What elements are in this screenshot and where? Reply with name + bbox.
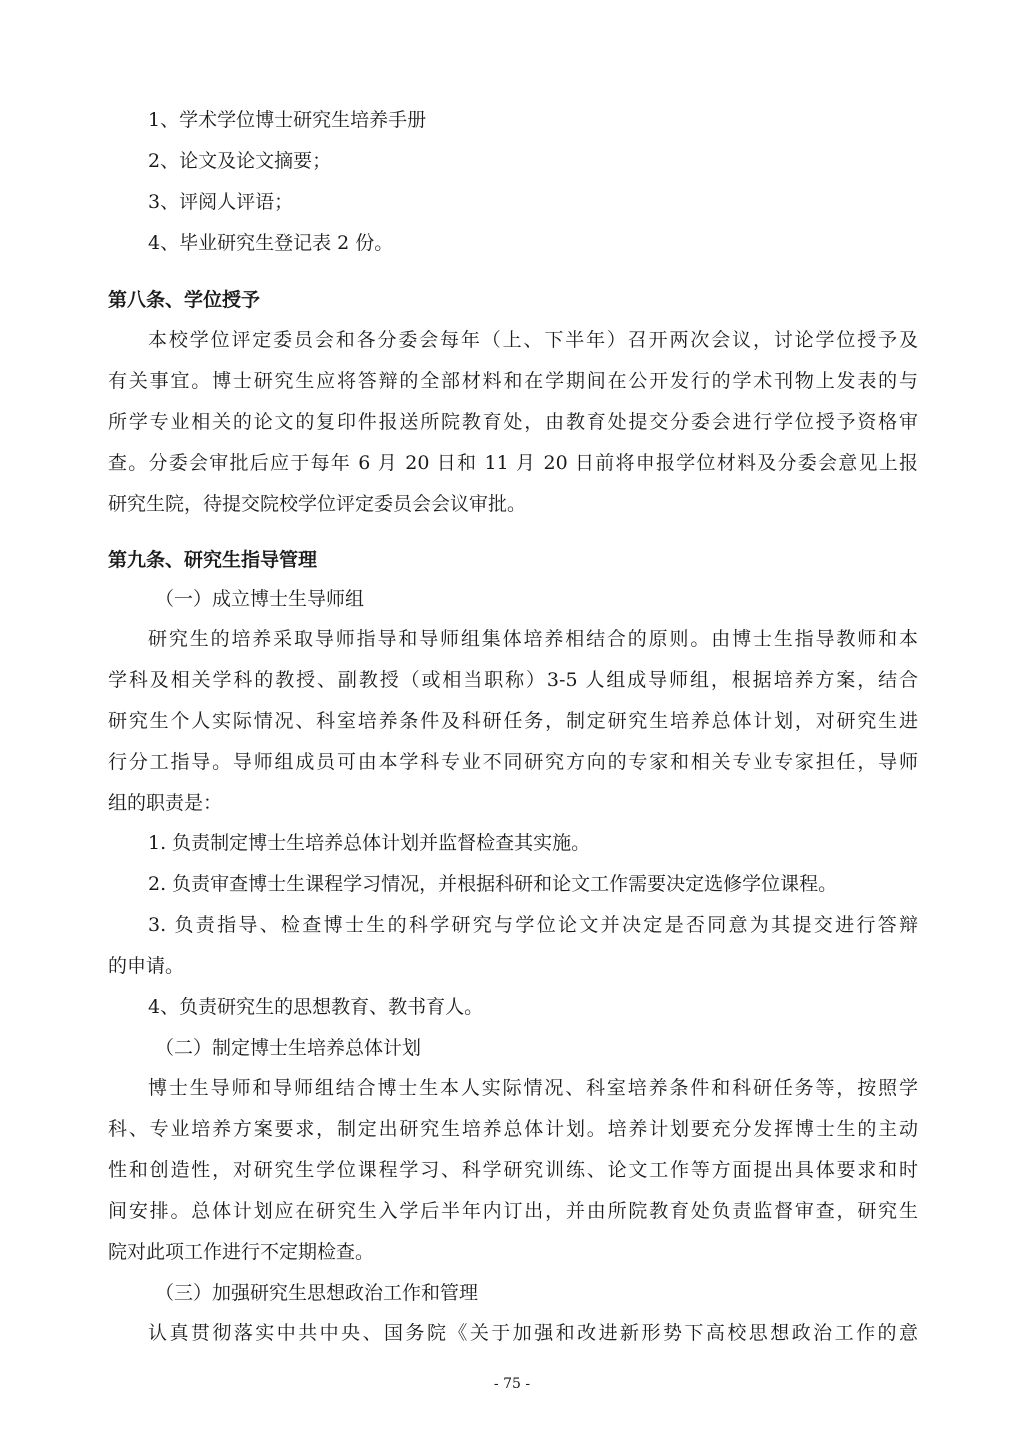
paragraph-line: 认真贯彻落实中共中央、国务院《关于加强和改进新形势下高校思想政治工作的意 bbox=[148, 1322, 918, 1344]
article-8-heading: 第八条、学位授予 bbox=[108, 289, 261, 311]
list-item: 1、学术学位博士研究生培养手册 bbox=[148, 109, 427, 131]
paragraph-line: 组的职责是： bbox=[108, 792, 223, 814]
paragraph-line: 研究生院，待提交院校学位评定委员会会议审批。 bbox=[108, 493, 527, 515]
article-9-heading: 第九条、研究生指导管理 bbox=[108, 549, 318, 571]
paragraph-line: 有关事宜。博士研究生应将答辩的全部材料和在学期间在公开发行的学术刊物上发表的与 bbox=[108, 370, 918, 392]
subsection-heading: （三）加强研究生思想政治工作和管理 bbox=[155, 1282, 479, 1304]
paragraph-line: 所学专业相关的论文的复印件报送所院教育处，由教育处提交分委会进行学位授予资格审 bbox=[108, 411, 918, 433]
paragraph-line: 博士生导师和导师组结合博士生本人实际情况、科室培养条件和科研任务等，按照学 bbox=[148, 1077, 918, 1099]
paragraph-line: 院对此项工作进行不定期检查。 bbox=[108, 1241, 375, 1263]
paragraph-line: 性和创造性，对研究生学位课程学习、科学研究训练、论文工作等方面提出具体要求和时 bbox=[108, 1159, 918, 1181]
list-item: 2、论文及论文摘要； bbox=[148, 150, 332, 172]
paragraph-line: 行分工指导。导师组成员可由本学科专业不同研究方向的专家和相关专业专家担任，导师 bbox=[108, 751, 918, 773]
subsection-heading: （二）制定博士生培养总体计划 bbox=[155, 1037, 422, 1059]
page-number: - 75 - bbox=[493, 1376, 531, 1392]
paragraph-line: 间安排。总体计划应在研究生入学后半年内订出，并由所院教育处负责监督审查，研究生 bbox=[108, 1200, 918, 1222]
paragraph-line: 学科及相关学科的教授、副教授（或相当职称）3-5 人组成导师组，根据培养方案，结合 bbox=[108, 669, 918, 691]
paragraph-line: 研究生个人实际情况、科室培养条件及科研任务，制定研究生培养总体计划，对研究生进 bbox=[108, 710, 918, 732]
duty-item: 1. 负责制定博士生培养总体计划并监督检查其实施。 bbox=[148, 832, 591, 854]
list-item: 3、评阅人评语； bbox=[148, 191, 294, 213]
paragraph-line: 研究生的培养采取导师指导和导师组集体培养相结合的原则。由博士生指导教师和本 bbox=[148, 628, 918, 650]
duty-item: 3. 负责指导、检查博士生的科学研究与学位论文并决定是否同意为其提交进行答辩 bbox=[148, 914, 918, 936]
list-item: 4、毕业研究生登记表 2 份。 bbox=[148, 232, 394, 254]
duty-item: 4、负责研究生的思想教育、教书育人。 bbox=[148, 996, 484, 1018]
paragraph-line: 科、专业培养方案要求，制定出研究生培养总体计划。培养计划要充分发挥博士生的主动 bbox=[108, 1118, 918, 1140]
paragraph-line: 查。分委会审批后应于每年 6 月 20 日和 11 月 20 日前将申报学位材料及分委会意见上报 bbox=[108, 452, 918, 474]
duty-item-continued: 的申请。 bbox=[108, 955, 185, 977]
subsection-heading: （一）成立博士生导师组 bbox=[155, 588, 365, 610]
duty-item: 2. 负责审查博士生课程学习情况，并根据科研和论文工作需要决定选修学位课程。 bbox=[148, 873, 838, 895]
paragraph-line: 本校学位评定委员会和各分委会每年（上、下半年）召开两次会议，讨论学位授予及 bbox=[148, 329, 918, 351]
